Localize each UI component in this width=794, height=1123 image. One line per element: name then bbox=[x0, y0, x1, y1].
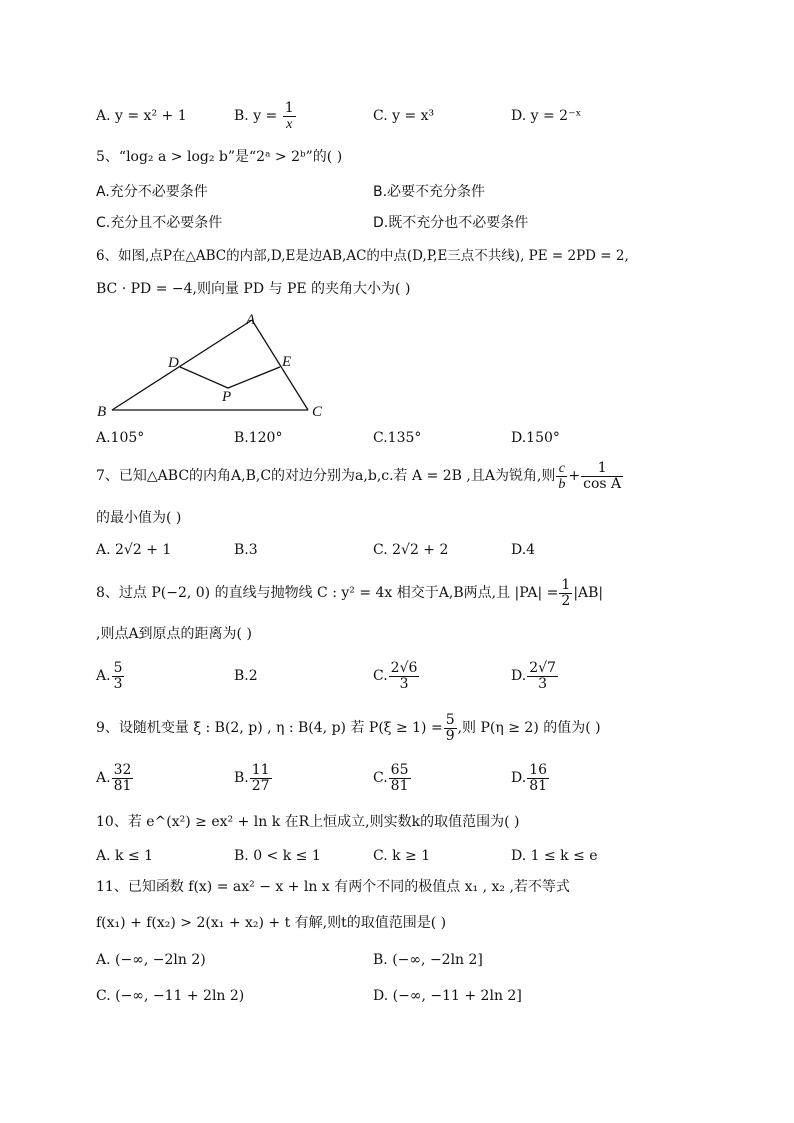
q5-option-a: A.充分不必要条件 bbox=[96, 184, 208, 200]
q10-option-d: D. 1 ≤ k ≤ e bbox=[511, 848, 598, 864]
q6-triangle-figure bbox=[90, 308, 340, 423]
q11-option-a: A. (−∞, −2ln 2) bbox=[96, 952, 206, 968]
q10-option-c: C. k ≥ 1 bbox=[373, 848, 431, 864]
q11-stem-line2: f(x₁) + f(x₂) > 2(x₁ + x₂) + t 有解,则t的取值范围是( ) bbox=[96, 915, 447, 931]
q7-option-c: C. 2√2 + 2 bbox=[373, 542, 449, 558]
q8-option-d: D. $\frac{2√7}{3}$ bbox=[511, 659, 556, 692]
q5-option-d: D.既不充分也不必要条件 bbox=[373, 215, 529, 231]
q4-option-d: D. y = 2⁻ˣ bbox=[511, 108, 582, 124]
q4-option-b: B. y = $\frac{1}{x}$ bbox=[234, 99, 294, 132]
label-c: C bbox=[312, 404, 323, 420]
label-p: P bbox=[222, 389, 232, 405]
label-a: A bbox=[246, 312, 256, 328]
q9-option-c: C. $\frac{65}{81}$ bbox=[373, 761, 409, 794]
q10-stem: 10、若 e^(x²) ≥ ex² + ln k 在R上恒成立,则实数k的取值范围为( ) bbox=[96, 814, 520, 830]
q11-option-c: C. (−∞, −11 + 2ln 2) bbox=[96, 988, 245, 1004]
q5-stem: 5、“log₂ a > log₂ b”是“2ᵃ > 2ᵇ”的( ) bbox=[96, 149, 343, 165]
q9-option-d: D. $\frac{16}{81}$ bbox=[511, 761, 548, 794]
q11-option-b: B. (−∞, −2ln 2] bbox=[373, 952, 483, 968]
q8-stem-line2: ,则点A到原点的距离为( ) bbox=[96, 626, 252, 642]
label-b: B bbox=[97, 404, 107, 420]
q6-option-b: B.120° bbox=[234, 430, 283, 446]
q9-option-b: B. $\frac{11}{27}$ bbox=[234, 761, 270, 794]
q8-option-a: A. $\frac{5}{3}$ bbox=[96, 659, 123, 692]
q5-option-c: C.充分且不必要条件 bbox=[96, 215, 223, 231]
q11-stem-line1: 11、已知函数 f(x) = ax² − x + ln x 有两个不同的极值点 x₁ , x₂ ,若不等式 bbox=[96, 879, 570, 895]
q7-stem-line1: 7、已知△ABC的内角A,B,C的对边分别为a,b,c.若 A = 2B ,且A为锐角,则 $\frac{c}{b}$ + $\frac{1}{\text{cos A}}$ bbox=[96, 459, 622, 492]
q5-option-b: B.必要不充分条件 bbox=[373, 184, 486, 200]
q10-option-a: A. k ≤ 1 bbox=[96, 848, 154, 864]
q4-option-c: C. y = x³ bbox=[373, 108, 435, 124]
q6-stem-line2: BC · PD = −4,则向量 PD 与 PE 的夹角大小为( ) bbox=[96, 281, 411, 297]
q6-option-c: C.135° bbox=[373, 430, 422, 446]
q6-option-d: D.150° bbox=[511, 430, 560, 446]
q8-stem-line1: 8、过点 P(−2, 0) 的直线与抛物线 C : y² = 4x 相交于A,B两点,且 |PA| = $\frac{1}{2}$ |AB| bbox=[96, 576, 604, 609]
q9-stem: 9、设随机变量 ξ : B(2, p) , η : B(4, p) 若 P(ξ ≥ 1) = $\frac{5}{9}$ ,则 P(η ≥ 2) 的值为( ) bbox=[96, 711, 601, 744]
q6-stem-line1: 6、如图,点P在△ABC的内部,D,E是边AB,AC的中点(D,P,E三点不共线), PE = 2PD = 2, bbox=[96, 248, 629, 264]
q8-option-c: C. $\frac{2√6}{3}$ bbox=[373, 659, 418, 692]
q7-stem-line2: 的最小值为( ) bbox=[96, 510, 182, 526]
label-e: E bbox=[282, 354, 292, 370]
q7-option-b: B.3 bbox=[234, 542, 258, 558]
q4-option-a: A. y = x² + 1 bbox=[96, 108, 187, 124]
q9-option-a: A. $\frac{32}{81}$ bbox=[96, 761, 132, 794]
q8-option-b: B.2 bbox=[234, 668, 258, 684]
q11-option-d: D. (−∞, −11 + 2ln 2] bbox=[373, 988, 522, 1004]
q10-option-b: B. 0 < k ≤ 1 bbox=[234, 848, 321, 864]
q6-option-a: A.105° bbox=[96, 430, 145, 446]
label-d: D bbox=[168, 355, 179, 371]
q7-option-d: D.4 bbox=[511, 542, 536, 558]
q7-option-a: A. 2√2 + 1 bbox=[96, 542, 172, 558]
